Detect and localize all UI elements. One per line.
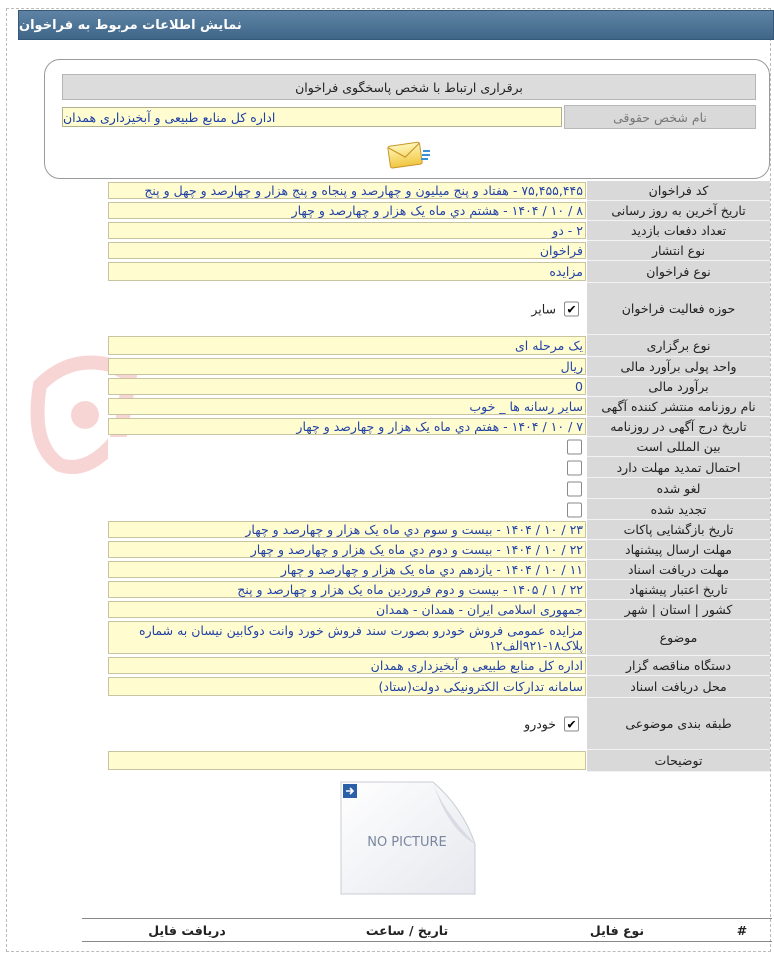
row-ad-date: [108, 417, 770, 437]
row-subject: [108, 620, 770, 656]
row-submit-deadline: [108, 540, 770, 560]
newspaper-label: نام روزنامه منتشر کننده آگهی: [587, 397, 770, 417]
files-col-type: نوع فایل: [589, 922, 645, 938]
activity-check-label: سایر: [531, 301, 556, 317]
category-label: طبقه بندی موضوعی: [587, 698, 770, 750]
call-type-value: مزایده: [108, 262, 586, 281]
international-checkbox[interactable]: [567, 440, 582, 455]
category-checkbox[interactable]: ✔: [564, 717, 579, 732]
row-estimate: [108, 377, 770, 397]
submit-deadline-value: ۲۲ / ۱۰ / ۱۴۰۴ - بیست و دوم دي ماه يک هزار و چهارصد و چهار: [108, 541, 586, 558]
description-value: [108, 751, 586, 770]
visits-value: ۲ - دو: [108, 222, 586, 239]
row-doc-place: [108, 676, 770, 698]
location-value: جمهوری اسلامی ایران - همدان - همدان: [108, 601, 586, 618]
last-update-label: تاریخ آخرین به روز رسانی: [587, 201, 770, 221]
estimate-value: 0: [108, 378, 586, 395]
row-canceled: [108, 478, 770, 499]
code-value: ۷۵,۴۵۵,۴۴۵ - هفتاد و پنج میلیون و چهارصد و پنجاه و پنج هزار و چهارصد و چهل و پنج: [108, 182, 586, 199]
no-picture-image: [337, 778, 479, 898]
envelope-open-value: ۲۳ / ۱۰ / ۱۴۰۴ - بیست و سوم دي ماه يک هزار و چهارصد و چهار: [108, 521, 586, 538]
location-label: کشور | استان | شهر: [587, 600, 770, 620]
newspaper-value: سایر رسانه ها _ خوب: [108, 398, 586, 415]
submit-deadline-label: مهلت ارسال پیشنهاد: [587, 540, 770, 560]
row-doc-deadline: [108, 560, 770, 580]
subject-label: موضوع: [587, 620, 770, 656]
validity-label: تاریخ اعتبار پیشنهاد: [587, 580, 770, 600]
activity-check: [531, 302, 579, 317]
row-publish-type: [108, 241, 770, 261]
code-label: کد فراخوان: [587, 181, 770, 201]
last-update-value: ۸ / ۱۰ / ۱۴۰۴ - هشتم دي ماه يک هزار و چهارصد و چهار: [108, 202, 586, 219]
row-holding-type: [108, 335, 770, 357]
no-picture-text: NO PICTURE: [367, 835, 447, 850]
row-description: [108, 750, 770, 772]
row-international: [108, 437, 770, 457]
activity-checkbox[interactable]: ✔: [564, 302, 579, 317]
row-currency: [108, 357, 770, 377]
holding-type-value: یک مرحله ای: [108, 336, 586, 355]
envelope-open-label: تاریخ بازگشایی پاکات: [587, 520, 770, 540]
contact-person-button[interactable]: برقراری ارتباط با شخص پاسخگوی فراخوان: [62, 74, 756, 100]
organizer-value: اداره کل منابع طبیعی و آبخیزداری همدان: [108, 657, 586, 674]
row-category: [108, 698, 770, 750]
activity-label: حوزه فعالیت فراخوان: [587, 283, 770, 335]
ad-date-label: تاریخ درج آگهی در روزنامه: [587, 417, 770, 437]
files-col-datetime: تاریخ / ساعت: [365, 922, 449, 938]
renewed-checkbox[interactable]: [567, 502, 582, 517]
publish-type-label: نوع انتشار: [587, 241, 770, 261]
extension-checkbox[interactable]: [567, 460, 582, 475]
subject-value: مزایده عمومی فروش خودرو بصورت سند فروش خورد وانت دوکابین نیسان به شماره پلاک۱۸-۹۲۱الف۱۲: [108, 621, 586, 654]
row-newspaper: [108, 397, 770, 417]
row-organizer: [108, 656, 770, 676]
row-extension: [108, 457, 770, 478]
visits-label: تعداد دفعات بازدید: [587, 221, 770, 241]
files-col-index: #: [736, 922, 748, 938]
category-check: [524, 717, 579, 732]
doc-place-value: سامانه تدارکات الکترونیکی دولت(ستاد): [108, 677, 586, 696]
row-visits: [108, 221, 770, 241]
row-validity: [108, 580, 770, 600]
row-location: [108, 600, 770, 620]
row-activity: [108, 283, 770, 335]
contact-panel: [44, 59, 770, 179]
files-table-header: [82, 918, 772, 942]
call-type-label: نوع فراخوان: [587, 261, 770, 283]
validity-value: ۲۲ / ۱ / ۱۴۰۵ - بیست و دوم فروردین ماه يک هزار و چهارصد و پنج: [108, 581, 586, 598]
publish-type-value: فراخوان: [108, 242, 586, 259]
doc-deadline-label: مهلت دریافت اسناد: [587, 560, 770, 580]
legal-entity-label: نام شخص حقوقی: [564, 105, 756, 129]
files-col-download: دریافت فایل: [148, 922, 226, 938]
international-label: بین المللی است: [587, 437, 770, 457]
row-renewed: [108, 499, 770, 520]
canceled-checkbox[interactable]: [567, 481, 582, 496]
currency-value: ریال: [108, 358, 586, 375]
row-call-type: [108, 261, 770, 283]
renewed-label: تجدید شده: [587, 499, 770, 520]
row-last-update: [108, 201, 770, 221]
holding-type-label: نوع برگزاری: [587, 335, 770, 357]
ad-date-value: ۷ / ۱۰ / ۱۴۰۴ - هفتم دي ماه يک هزار و چهارصد و چهار: [108, 418, 586, 435]
organizer-label: دستگاه مناقصه گزار: [587, 656, 770, 676]
row-envelope-open: [108, 520, 770, 540]
envelope-icon[interactable]: [386, 138, 432, 172]
description-label: توضیحات: [587, 750, 770, 772]
legal-entity-value: اداره کل منابع طبیعی و آبخیزداری همدان: [62, 107, 562, 127]
row-code: [108, 181, 770, 201]
doc-deadline-value: ۱۱ / ۱۰ / ۱۴۰۴ - یازدهم دي ماه يک هزار و چهارصد و چهار: [108, 561, 586, 578]
page-title: نمایش اطلاعات مربوط به فراخوان: [18, 10, 774, 40]
canceled-label: لغو شده: [587, 478, 770, 499]
extension-label: احتمال تمدید مهلت دارد: [587, 457, 770, 478]
currency-label: واحد پولی برآورد مالی: [587, 357, 770, 377]
estimate-label: برآورد مالی: [587, 377, 770, 397]
doc-place-label: محل دریافت اسناد: [587, 676, 770, 698]
category-check-label: خودرو: [524, 716, 556, 732]
